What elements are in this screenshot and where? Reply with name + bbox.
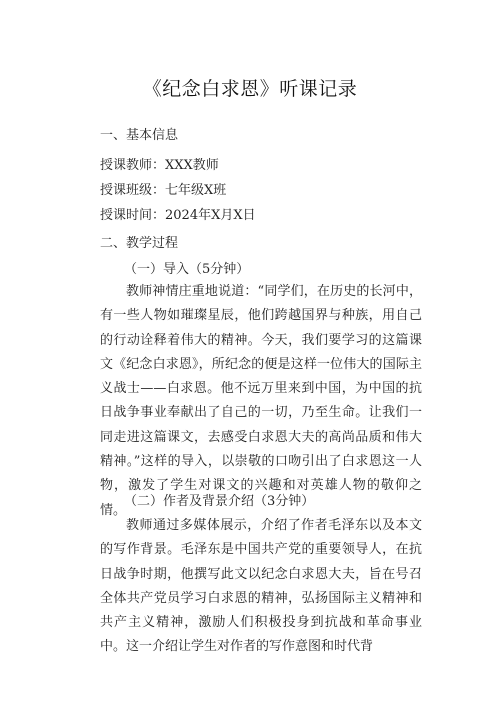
subheading-introduction: （一）导入（5分钟） xyxy=(124,262,250,277)
subheading-author-background: （二）作者及背景介绍（3分钟） xyxy=(124,494,315,509)
section-heading-basic-info: 一、基本信息 xyxy=(100,128,179,143)
introduction-paragraph: 教师神情庄重地说道：“同学们，在历史的长河中，有一些人物如璀璨星辰，他们跨越国界与种族，用自己的行动诠释着伟大的精神。今天，我们要学习的这篇课文《纪念白求恩》，所纪念的便是这样一位伟大的国际主义战士——白求恩。他不远万里来到中国，为中国的抗日战争事业奉献出了自己的一切，乃至生命。让我们一同走进这篇课文，去感受白求恩大夫的高尚品质和伟大精神。”这样的导入，以崇敬的口吻引出了白求恩这一人物，激发了学生对课文的兴趣和对英雄人物的敬仰之情。 xyxy=(100,284,422,518)
introduction-paragraph-block xyxy=(100,280,422,523)
author-background-paragraph: 教师通过多媒体展示，介绍了作者毛泽东以及本文的写作背景。毛泽东是中国共产党的重要领导人，在抗日战争时期，他撰写此文以纪念白求恩大夫，旨在号召全体共产党员学习白求恩的精神，弘扬国际主义精神和共产主义精神，激励人们积极投身到抗战和革命事业中。这一介绍让学生对作者的写作意图和时代背 xyxy=(100,518,422,655)
document-title: 《纪念白求恩》听课记录 xyxy=(142,78,358,100)
teacher-line: 授课教师：XXX教师 xyxy=(100,158,219,173)
class-line: 授课班级：七年级X班 xyxy=(100,183,227,198)
author-background-paragraph-block xyxy=(100,514,422,660)
section-heading-teaching-process: 二、教学过程 xyxy=(100,236,179,251)
time-line: 授课时间：2024年X月X日 xyxy=(100,208,256,223)
